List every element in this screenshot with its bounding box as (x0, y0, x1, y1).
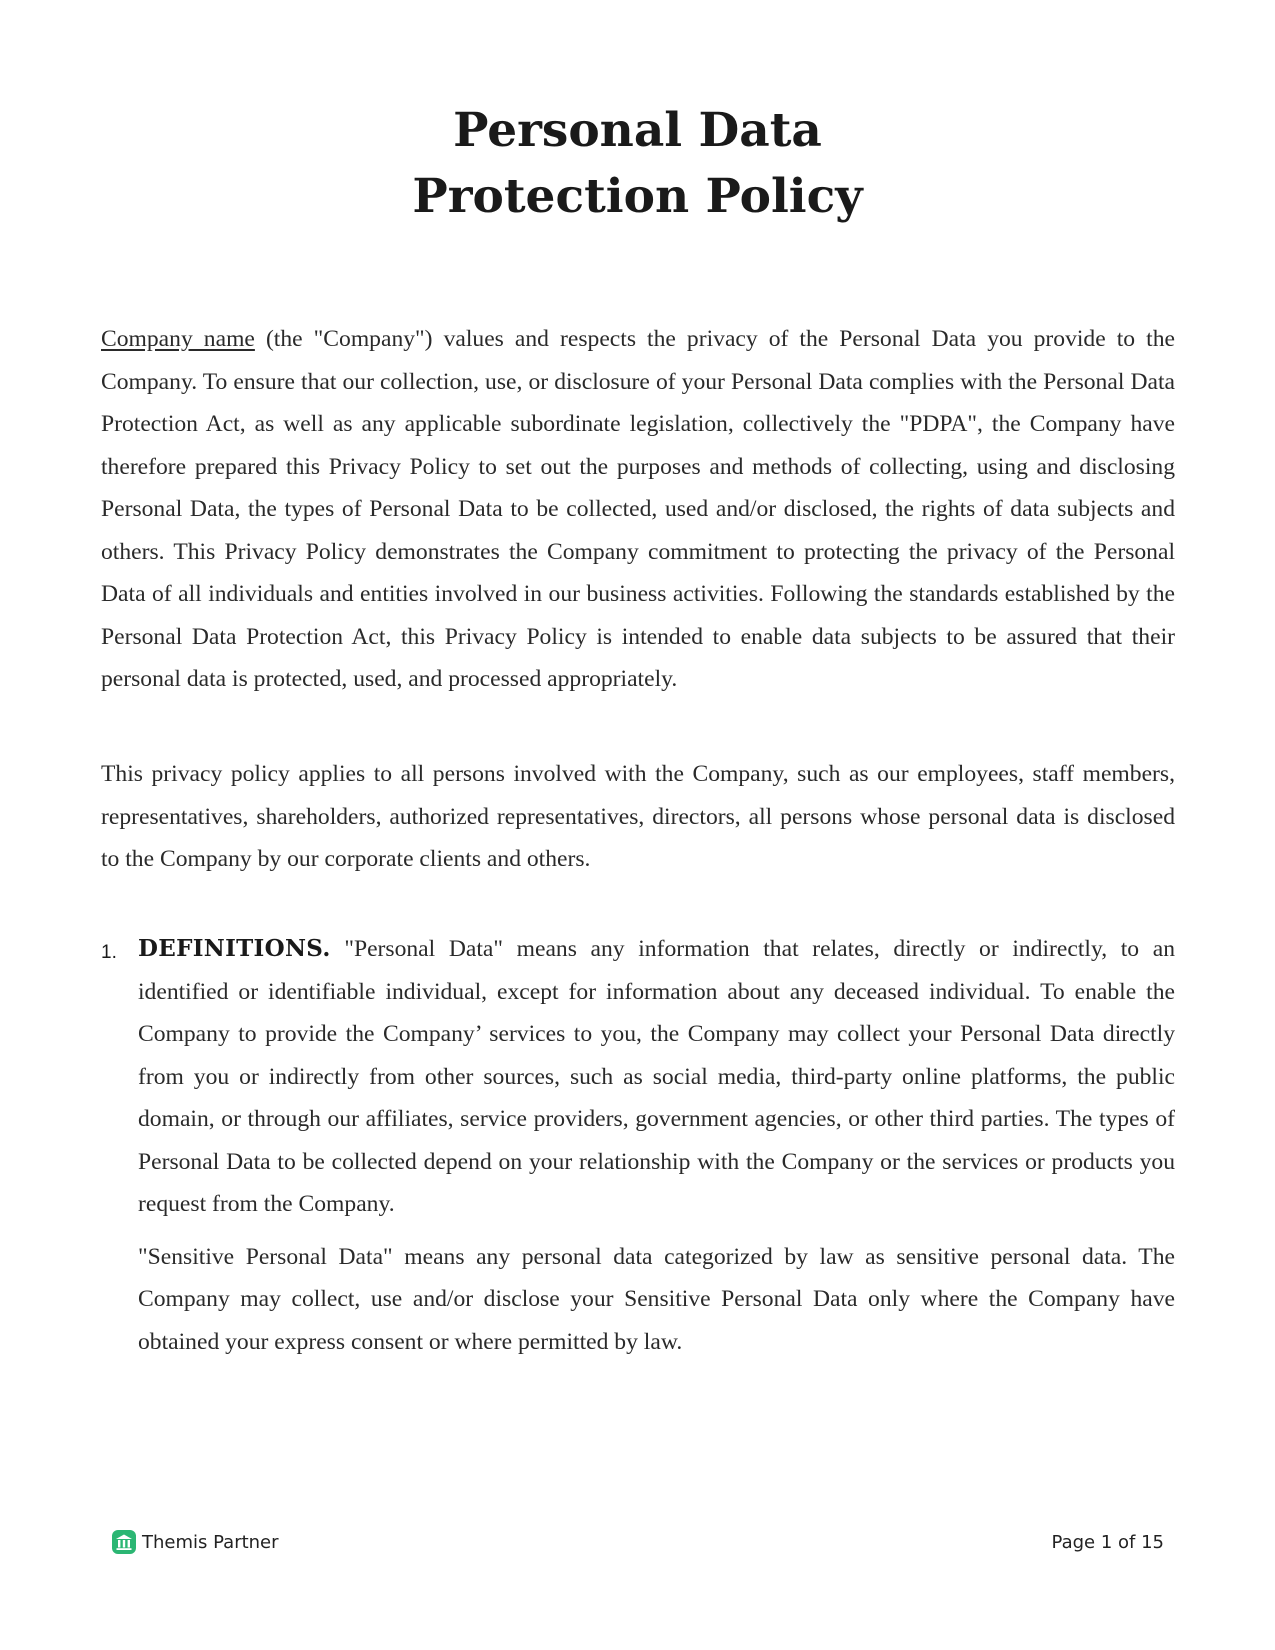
intro-paragraph-2: This privacy policy applies to all persons involved with the Company, such as our employees, staff members, representatives, shareholders, authorized representatives, directors, all persons whose personal data is disclosed to the Company by our corporate clients and others. (101, 761, 1175, 872)
section-paragraph-2: "Sensitive Personal Data" means any personal data categorized by law as sensitive personal data. The Company may collect, use and/or disclose your Sensitive Personal Data only where the Company have obtained your express consent or where permitted by law. (138, 1243, 1175, 1355)
section-definitions (101, 928, 1175, 1373)
title-line-2: Protection Policy (412, 169, 863, 224)
company-name-placeholder: Company name (101, 326, 255, 352)
footer-brand (112, 1530, 279, 1554)
section-paragraph-1-text: "Personal Data" means any information that relates, directly or indirectly, to an identified or identifiable individual, except for information about any deceased individual. To enable the Company to provide the Company’ services to you, the Company may collect your Personal Data directly from you or indirectly from other sources, such as social media, third-party online platforms, the public domain, or through our affiliates, service providers, government agencies, or other third parties. The types of Personal Data to be collected depend on your relationship with the Company or the services or products you request from the Company. (138, 936, 1175, 1217)
page-number: Page 1 of 15 (1051, 1532, 1164, 1553)
section-heading: DEFINITIONS. (138, 935, 331, 962)
document-title (0, 98, 1275, 230)
title-line-1: Personal Data (453, 103, 822, 158)
footer-brand-name: Themis Partner (142, 1531, 279, 1553)
intro-paragraph-1 (101, 318, 1175, 701)
section-paragraph-1 (138, 928, 1175, 1226)
intro-paragraph-1-text: (the "Company") values and respects the privacy of the Personal Data you provide to the Company. To ensure that our collection, use, or disclosure of your Personal Data complies with the Personal Data Protection Act, as well as any applicable subordinate legislation, collectively the "PDPA", the Company have therefore prepared this Privacy Policy to set out the purposes and methods of collecting, using and disclosing Personal Data, the types of Personal Data to be collected, used and/or disclosed, the rights of data subjects and others. This Privacy Policy demonstrates the Company commitment to protecting the privacy of the Personal Data of all individuals and entities involved in our business activities. Following the standards established by the Personal Data Protection Act, this Privacy Policy is intended to enable data subjects to be assured that their personal data is protected, used, and processed appropriately. (101, 326, 1175, 692)
page-footer (112, 1530, 1164, 1560)
section-number: 1. (101, 942, 117, 963)
themis-logo-icon (112, 1530, 136, 1554)
